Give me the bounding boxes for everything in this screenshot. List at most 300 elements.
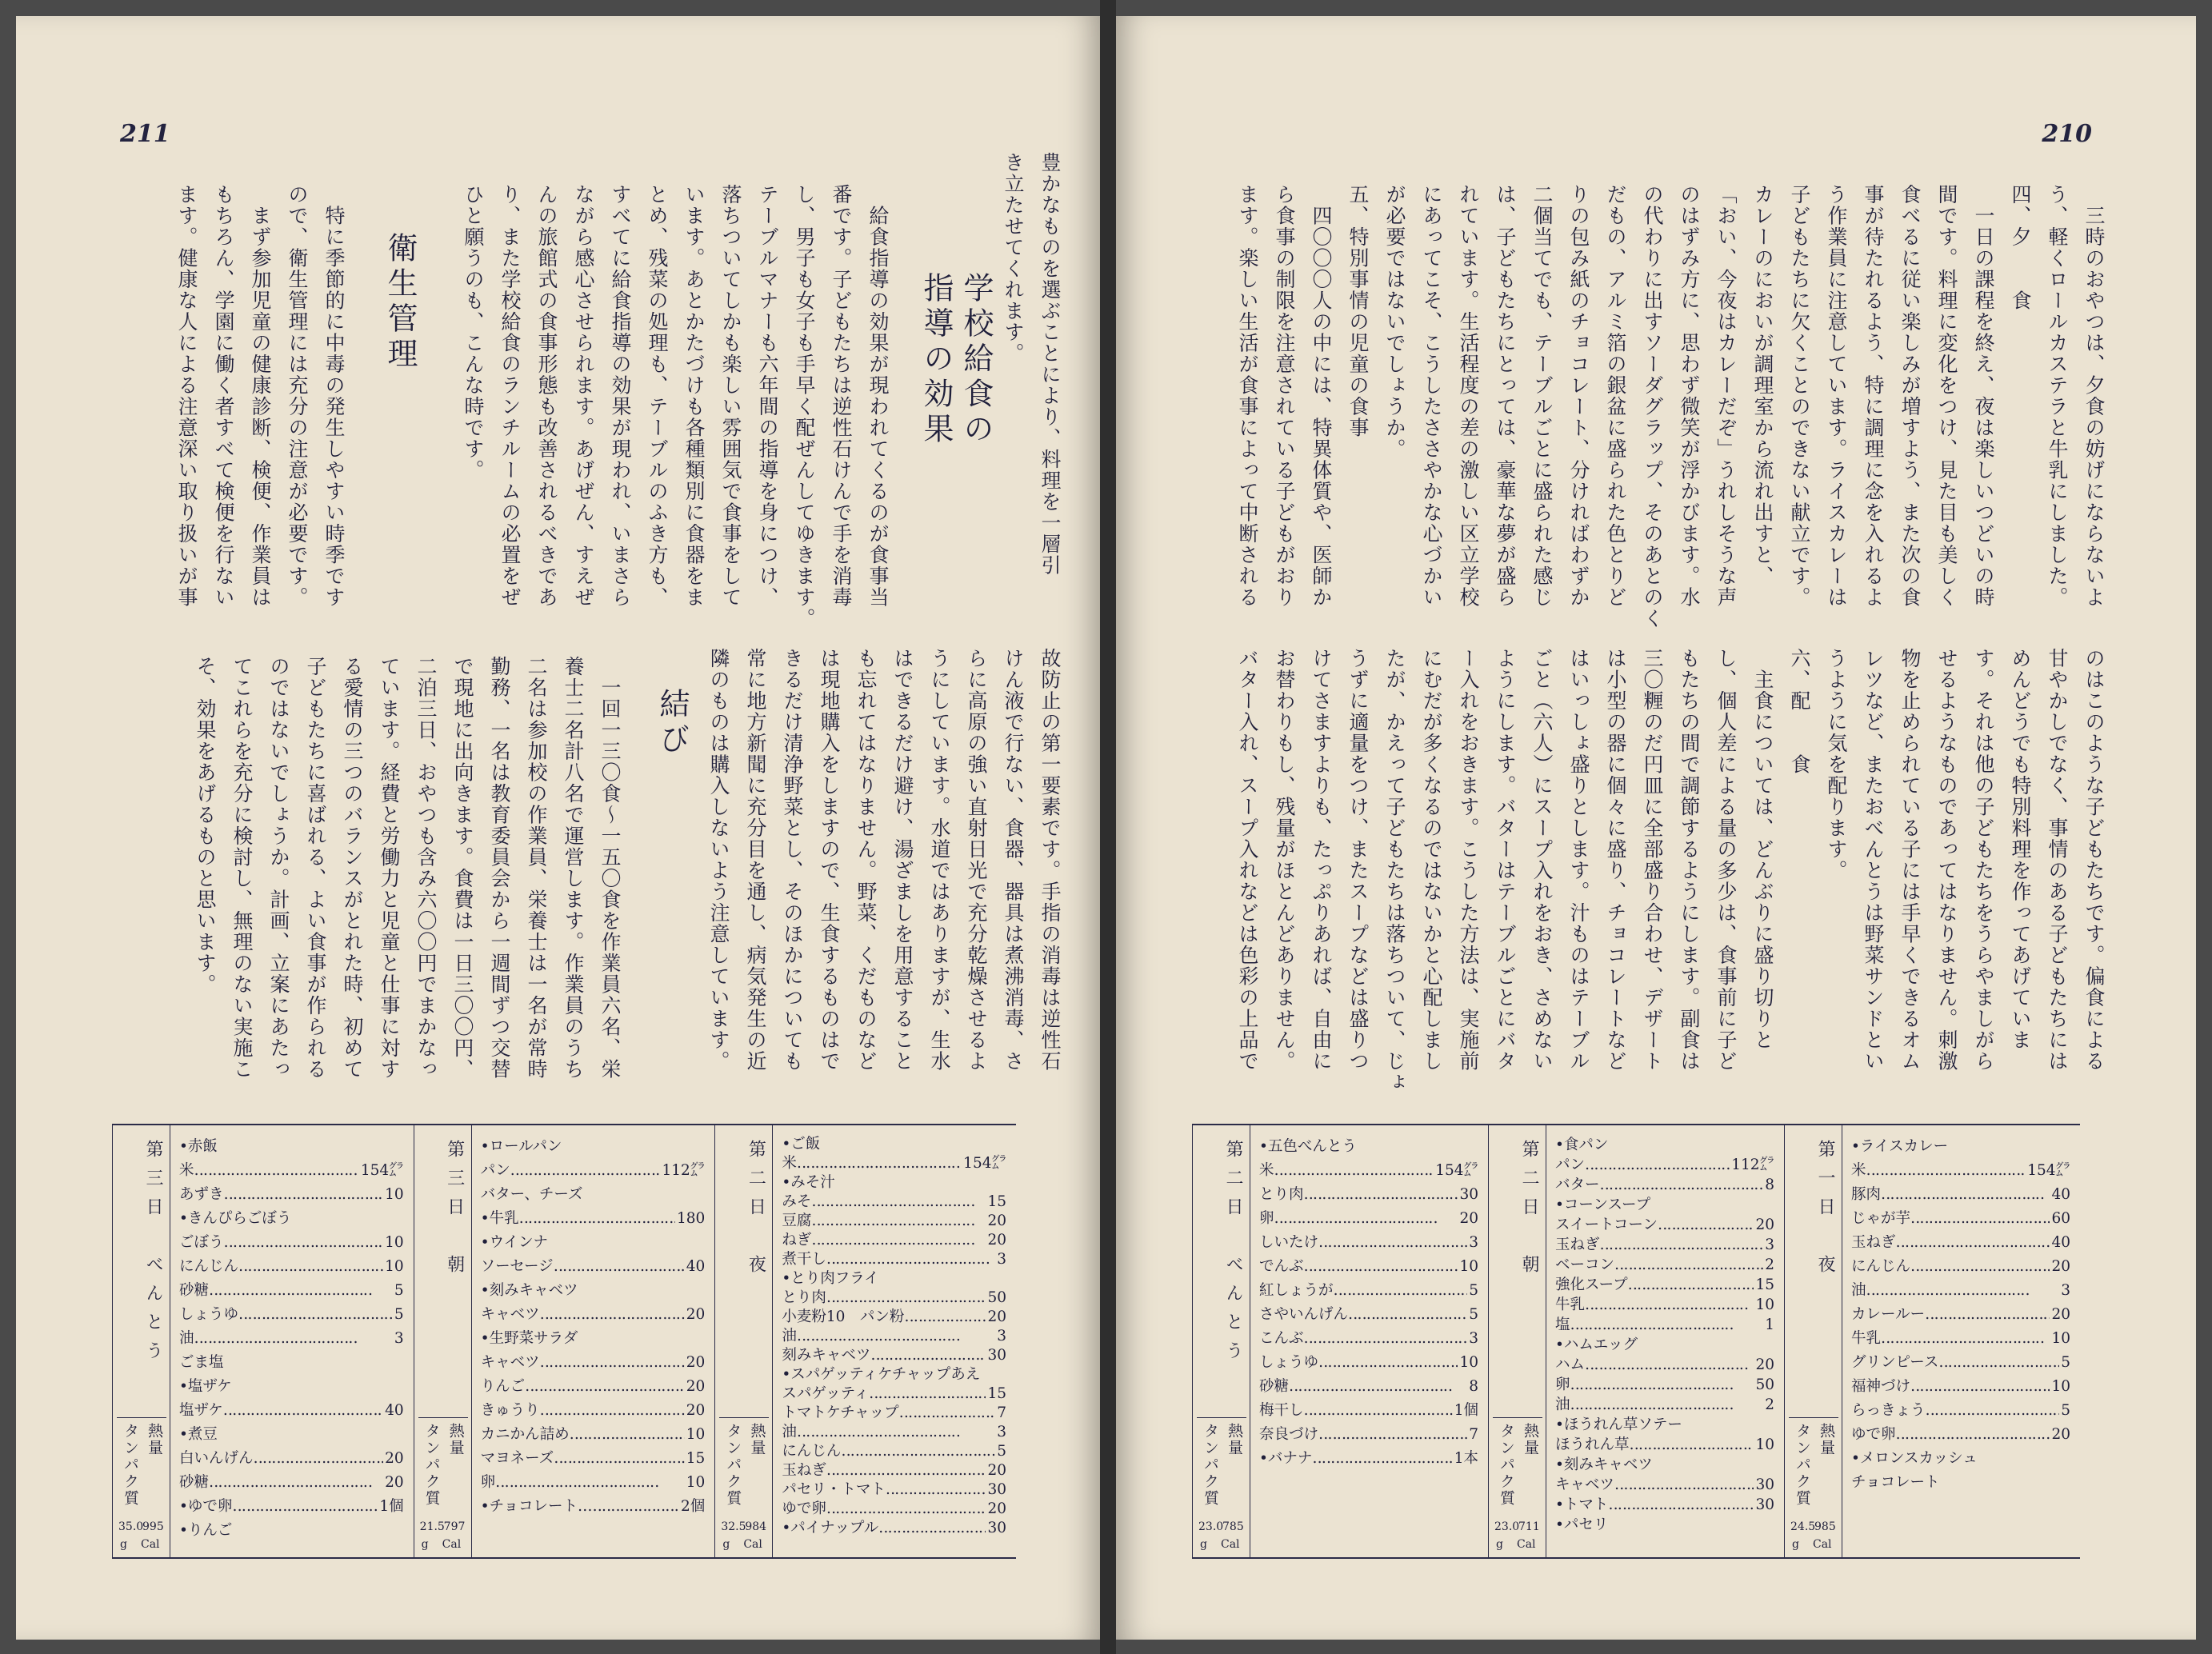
menu-item bbox=[782, 1173, 1006, 1193]
food-name: トマトケチャップ ‥‥‥‥‥‥‥‥‥‥‥‥‥‥‥‥‥‥ bbox=[782, 1404, 1006, 1423]
food-name: 強化スープ ‥‥‥‥‥‥‥‥‥‥‥‥‥‥‥‥‥‥ bbox=[1555, 1275, 1774, 1295]
food-amount: 15 bbox=[685, 1447, 706, 1471]
menu-item bbox=[1259, 1207, 1478, 1231]
menu-item bbox=[1555, 1175, 1774, 1195]
food-name: 卵 ‥‥‥‥‥‥‥‥‥‥‥‥‥‥‥‥‥‥ bbox=[1259, 1207, 1438, 1231]
food-name: •牛乳 ‥‥‥‥‥‥‥‥‥‥‥‥‥‥‥‥‥‥ bbox=[481, 1207, 682, 1231]
menu-item bbox=[782, 1135, 1006, 1154]
unit-cal: Cal bbox=[1221, 1538, 1240, 1551]
section-heading: 学校給食の 指導の効果 bbox=[918, 272, 994, 448]
food-name: 塩ザケ ‥‥‥‥‥‥‥‥‥‥‥‥‥‥‥‥‥‥ bbox=[179, 1399, 386, 1423]
menu-item bbox=[1555, 1195, 1774, 1215]
paragraph-lower: のはこのような子どもたちです。偏食による 甘やかしでなく、事情のある子どもたちには めんどうでも特別料理を作ってあげていま す。それは他の子どもたちをうらやましがら せるようなものであってはなりません。刺激 物を止められている子には手早くできるオム レツなど、またおべんとうは野菜サンドとい うように気を配ります。 六、配 食 主食については、どんぶりに盛り切りと し、個人差による量の多少は、食事前に子ど もたちの間で調節するようにします。副食は 三〇糎のだ円皿に全部盛り合わせ、デザート は小型の器に個々に盛り、チョコレートなど はいっしょ盛りとします。汁ものはテーブル ごと（六人）にスープ入れをおき、さめない ようにします。バターはテーブルごとにバタ ー入れをおきます。こうした方法は、実施前 にむだが多くなるのではないかと心配しまし たが、かえって子どもたちは落ちついて、じょ うずに適量をつけ、またスープなどは盛りつ けてさますよりも、たっぷりあれば、自由に お替わりもし、残量がほとんどありません。 バター入れ、スープ入れなどは色彩の上品で bbox=[1236, 648, 2106, 1093]
food-amount: 2個 bbox=[679, 1495, 705, 1519]
food-name: ハム ‥‥‥‥‥‥‥‥‥‥‥‥‥‥‥‥‥‥ bbox=[1555, 1355, 1748, 1375]
food-name: ゆで卵 ‥‥‥‥‥‥‥‥‥‥‥‥‥‥‥‥‥‥ bbox=[782, 1500, 990, 1519]
page-number: 210 bbox=[2042, 120, 2092, 148]
menu-item bbox=[1555, 1295, 1774, 1315]
protein-label: タンパク質 bbox=[1498, 1423, 1515, 1507]
food-name: カニかん詰め ‥‥‥‥‥‥‥‥‥‥‥‥‥‥‥‥‥‥ bbox=[481, 1423, 706, 1447]
food-name: 玉ねぎ ‥‥‥‥‥‥‥‥‥‥‥‥‥‥‥‥‥‥ bbox=[1555, 1235, 1763, 1255]
protein-value: 32.5 bbox=[721, 1520, 746, 1533]
calorie-label: 熱量 bbox=[146, 1423, 163, 1456]
food-amount: 40 bbox=[2050, 1231, 2070, 1255]
calorie-label: 熱量 bbox=[1818, 1423, 1835, 1456]
food-name: カレールー ‥‥‥‥‥‥‥‥‥‥‥‥‥‥‥‥‥‥ bbox=[1851, 1303, 2070, 1327]
column-divider bbox=[714, 1125, 715, 1557]
food-name: キャベツ ‥‥‥‥‥‥‥‥‥‥‥‥‥‥‥‥‥‥ bbox=[481, 1351, 703, 1375]
food-name: 牛乳 ‥‥‥‥‥‥‥‥‥‥‥‥‥‥‥‥‥‥ bbox=[1555, 1295, 1748, 1315]
food-name: 油 ‥‥‥‥‥‥‥‥‥‥‥‥‥‥‥‥‥‥ bbox=[1555, 1395, 1734, 1415]
unit-g: g bbox=[1496, 1538, 1503, 1551]
menu-item bbox=[1851, 1423, 2070, 1447]
menu-item bbox=[782, 1480, 1006, 1500]
menu-item bbox=[1851, 1399, 2070, 1423]
food-name: •刻みキャベツ bbox=[480, 1282, 578, 1299]
menu-item bbox=[1259, 1255, 1478, 1279]
menu-item bbox=[179, 1423, 404, 1447]
food-amount: 8 bbox=[1765, 1177, 1774, 1193]
menu-item bbox=[179, 1207, 404, 1231]
food-name: きゅうり ‥‥‥‥‥‥‥‥‥‥‥‥‥‥‥‥‥‥ bbox=[481, 1399, 703, 1423]
food-amount: 20 bbox=[987, 1308, 1006, 1325]
food-name: 砂糖 ‥‥‥‥‥‥‥‥‥‥‥‥‥‥‥‥‥‥ bbox=[1259, 1375, 1452, 1399]
food-name: あずき ‥‥‥‥‥‥‥‥‥‥‥‥‥‥‥‥‥‥ bbox=[179, 1183, 387, 1207]
food-name: •ウインナ bbox=[480, 1234, 549, 1251]
day-title: 第二日 べんとう bbox=[1223, 1140, 1243, 1370]
food-name: パン ‥‥‥‥‥‥‥‥‥‥‥‥‥‥‥‥‥‥ bbox=[1555, 1155, 1748, 1175]
food-amount: 20 bbox=[1755, 1217, 1774, 1233]
food-amount: 50 bbox=[987, 1289, 1006, 1306]
food-amount: 20 bbox=[2050, 1423, 2070, 1447]
day-title: 第一日 夜 bbox=[1815, 1140, 1835, 1284]
food-name: •トマト ‥‥‥‥‥‥‥‥‥‥‥‥‥‥‥‥‥‥ bbox=[1555, 1495, 1772, 1515]
unit-cal: Cal bbox=[1517, 1538, 1536, 1551]
menu-item bbox=[782, 1212, 1006, 1231]
menu-item bbox=[1259, 1327, 1478, 1351]
food-amount: 3 bbox=[1467, 1327, 1478, 1351]
menu-item bbox=[1851, 1327, 2070, 1351]
menu-item-list bbox=[481, 1135, 706, 1519]
food-name: 油 ‥‥‥‥‥‥‥‥‥‥‥‥‥‥‥‥‥‥ bbox=[782, 1423, 960, 1442]
calorie-label: 熱量 bbox=[446, 1423, 465, 1456]
menu-item bbox=[1555, 1315, 1774, 1335]
day-title: 第二日 朝 bbox=[1519, 1140, 1539, 1284]
food-amount: 10 bbox=[1458, 1351, 1478, 1375]
menu-item bbox=[1555, 1395, 1774, 1415]
food-name: チョコレート bbox=[1851, 1474, 1940, 1491]
menu-item bbox=[481, 1255, 706, 1279]
menu-item bbox=[1555, 1275, 1774, 1295]
food-name: パン ‥‥‥‥‥‥‥‥‥‥‥‥‥‥‥‥‥‥ bbox=[481, 1159, 674, 1183]
food-amount: 20 bbox=[685, 1303, 706, 1327]
food-name: 玉ねぎ ‥‥‥‥‥‥‥‥‥‥‥‥‥‥‥‥‥‥ bbox=[782, 1461, 990, 1480]
protein-label: タンパク質 bbox=[1794, 1423, 1811, 1507]
food-name: •メロンスカッシュ bbox=[1851, 1450, 1978, 1467]
food-amount: 20 bbox=[2050, 1255, 2070, 1279]
protein-value: 23.0 bbox=[1494, 1520, 1520, 1533]
unit-g: g bbox=[1200, 1538, 1207, 1551]
menu-day-column bbox=[714, 1125, 1016, 1557]
menu-item bbox=[1555, 1375, 1774, 1395]
protein-value: 21.5 bbox=[419, 1520, 445, 1533]
food-amount: 3 bbox=[1765, 1237, 1774, 1253]
food-amount: 60 bbox=[2050, 1207, 2070, 1231]
column-divider bbox=[112, 1125, 113, 1557]
menu-item bbox=[179, 1327, 404, 1351]
menu-item bbox=[1555, 1215, 1774, 1235]
food-amount: 30 bbox=[1755, 1476, 1774, 1493]
page-number: 211 bbox=[120, 120, 170, 148]
food-amount: 2 bbox=[1765, 1256, 1774, 1273]
food-amount: 15 bbox=[987, 1385, 1006, 1402]
food-amount: 8 bbox=[1467, 1375, 1478, 1399]
food-amount: 5 bbox=[997, 1443, 1006, 1460]
nutrition-box bbox=[418, 1417, 468, 1558]
menu-item bbox=[1259, 1183, 1478, 1207]
unit-cal: Cal bbox=[743, 1538, 762, 1551]
menu-item bbox=[1555, 1415, 1774, 1435]
food-name: バター ‥‥‥‥‥‥‥‥‥‥‥‥‥‥‥‥‥‥ bbox=[1555, 1175, 1763, 1195]
menu-table bbox=[112, 1124, 1016, 1559]
unit-g: g bbox=[722, 1538, 730, 1551]
menu-item bbox=[1851, 1207, 2070, 1231]
protein-label: タンパク質 bbox=[422, 1423, 441, 1507]
food-amount: 7 bbox=[997, 1404, 1006, 1421]
food-name: ごぼう ‥‥‥‥‥‥‥‥‥‥‥‥‥‥‥‥‥‥ bbox=[179, 1231, 387, 1255]
food-name: ベーコン ‥‥‥‥‥‥‥‥‥‥‥‥‥‥‥‥‥‥ bbox=[1555, 1255, 1774, 1275]
menu-day-column bbox=[1192, 1125, 1488, 1557]
section-heading: 衛生管理 bbox=[382, 232, 418, 373]
food-name: りんご ‥‥‥‥‥‥‥‥‥‥‥‥‥‥‥‥‥‥ bbox=[481, 1375, 689, 1399]
menu-item bbox=[782, 1154, 1006, 1173]
menu-item bbox=[481, 1207, 706, 1231]
food-amount: 7 bbox=[1467, 1423, 1478, 1447]
food-amount: 5 bbox=[1467, 1303, 1478, 1327]
food-amount: 1個 bbox=[1453, 1399, 1478, 1423]
paragraph-upper: 三時のおやつは、夕食の妨げにならないよ う、軽くロールカステラと牛乳にしました。 四、夕 食 一日の課程を終え、夜は楽しいつどいの時 間です。料理に変化をつけ、見た目も美しく 食べるに従い楽しみが増すよう、また次の食 事が待たれるよう、特に調理に念を入れるよ う作業員に注意しています。ライスカレーは 子どもたちに欠くことのできない献立です。 カレーのにおいが調理室から流れ出すと、 「おい、今夜はカレーだぞ」うれしそうな声 のはずみ方に、思わず微笑が浮かびます。水 の代わりに出すソーダグラップ、そのあとのく だもの、アルミ箔の銀盆に盛られた色とりど りの包み紙のチョコレート、分ければわずか 二個当てでも、テーブルごとに盛られた感じ は、子どもたちにとっては、豪華な夢が盛ら れています。生活程度の差の激しい区立学校 にあってこそ、こうしたささやかな心づかい が必要ではないでしょうか。 五、特別事情の児童の食事 四〇〇〇人の中には、特異体質や、医師か ら食事の制限を注意されている子どもがおり ます。楽しい生活が食事によって中断される bbox=[1236, 184, 2106, 629]
food-name: •煮豆 bbox=[179, 1426, 218, 1443]
menu-item bbox=[1555, 1355, 1774, 1375]
food-amount: 154㌘ bbox=[2026, 1159, 2070, 1183]
food-amount: 154㌘ bbox=[1434, 1159, 1478, 1183]
food-name: みそ ‥‥‥‥‥‥‥‥‥‥‥‥‥‥‥‥‥‥ bbox=[782, 1193, 974, 1212]
food-name: •ご飯 bbox=[782, 1136, 821, 1153]
food-amount: 10 bbox=[2050, 1375, 2070, 1399]
menu-day-column bbox=[414, 1125, 715, 1557]
menu-item bbox=[179, 1375, 404, 1399]
menu-item bbox=[1259, 1231, 1478, 1255]
food-name: スイートコーン ‥‥‥‥‥‥‥‥‥‥‥‥‥‥‥‥‥‥ bbox=[1555, 1215, 1774, 1235]
menu-item bbox=[481, 1159, 706, 1183]
column-divider bbox=[471, 1125, 472, 1557]
menu-item-list bbox=[782, 1135, 1006, 1538]
food-name: しょうゆ ‥‥‥‥‥‥‥‥‥‥‥‥‥‥‥‥‥‥ bbox=[1259, 1351, 1478, 1375]
food-amount: 1本 bbox=[1453, 1447, 1478, 1471]
menu-item bbox=[1259, 1351, 1478, 1375]
food-name: パセリ・トマト ‥‥‥‥‥‥‥‥‥‥‥‥‥‥‥‥‥‥ bbox=[782, 1480, 1006, 1500]
food-name: ほうれん草 ‥‥‥‥‥‥‥‥‥‥‥‥‥‥‥‥‥‥ bbox=[1555, 1435, 1774, 1455]
menu-item bbox=[782, 1269, 1006, 1288]
protein-value: 23.0 bbox=[1198, 1520, 1224, 1533]
menu-item bbox=[481, 1231, 706, 1255]
food-amount: 20 bbox=[987, 1213, 1006, 1229]
food-amount: 40 bbox=[383, 1399, 404, 1423]
food-name: •りんご bbox=[179, 1522, 233, 1539]
food-name: •刻みキャベツ bbox=[1555, 1456, 1653, 1473]
food-name: •コーンスープ bbox=[1555, 1197, 1651, 1213]
food-amount: 5 bbox=[2059, 1399, 2070, 1423]
food-name: •パイナップル ‥‥‥‥‥‥‥‥‥‥‥‥‥‥‥‥‥‥ bbox=[782, 1519, 1006, 1538]
food-name: 牛乳 ‥‥‥‥‥‥‥‥‥‥‥‥‥‥‥‥‥‥ bbox=[1851, 1327, 2044, 1351]
food-amount: 40 bbox=[2050, 1183, 2070, 1207]
food-name: 米 ‥‥‥‥‥‥‥‥‥‥‥‥‥‥‥‥‥‥ bbox=[179, 1159, 358, 1183]
menu-item bbox=[782, 1346, 1006, 1365]
menu-item bbox=[1851, 1351, 2070, 1375]
food-amount: 20 bbox=[987, 1232, 1006, 1248]
menu-item bbox=[1259, 1303, 1478, 1327]
calorie-label: 熱量 bbox=[748, 1423, 766, 1456]
food-name: にんじん ‥‥‥‥‥‥‥‥‥‥‥‥‥‥‥‥‥‥ bbox=[1851, 1255, 2070, 1279]
menu-item bbox=[1851, 1183, 2070, 1207]
food-name: •チョコレート… ‥‥‥‥‥‥‥‥‥‥‥‥‥‥‥‥‥‥ bbox=[481, 1495, 706, 1519]
menu-item bbox=[782, 1288, 1006, 1308]
menu-item bbox=[481, 1351, 706, 1375]
column-divider bbox=[1784, 1125, 1785, 1557]
food-name: 刻みキャベツ ‥‥‥‥‥‥‥‥‥‥‥‥‥‥‥‥‥‥ bbox=[782, 1346, 1006, 1365]
food-name: とり肉 ‥‥‥‥‥‥‥‥‥‥‥‥‥‥‥‥‥‥ bbox=[782, 1288, 990, 1308]
food-name: キャベツ ‥‥‥‥‥‥‥‥‥‥‥‥‥‥‥‥‥‥ bbox=[481, 1303, 703, 1327]
food-name: •塩ザケ bbox=[179, 1378, 232, 1395]
book-gutter bbox=[1100, 0, 1116, 1654]
food-amount: 30 bbox=[1458, 1183, 1478, 1207]
food-amount: 154㌘ bbox=[963, 1155, 1006, 1172]
menu-item bbox=[782, 1519, 1006, 1538]
menu-item bbox=[481, 1327, 706, 1351]
menu-item-list bbox=[1851, 1135, 2070, 1495]
section-body: 特に季節的に中毒の発生しやすい時季です ので、衛生管理には充分の注意が必要です。 まず参加児童の健康診断、検便、作業員は もちろん、学園に働く者すべて検便を行ない ます。健康な人による注意深い取り扱いが事 bbox=[175, 184, 346, 608]
unit-cal: Cal bbox=[442, 1538, 462, 1551]
menu-item bbox=[782, 1423, 1006, 1442]
food-name: 白いんげん ‥‥‥‥‥‥‥‥‥‥‥‥‥‥‥‥‥‥ bbox=[179, 1447, 404, 1471]
menu-item bbox=[1259, 1447, 1478, 1471]
food-name: にんじん ‥‥‥‥‥‥‥‥‥‥‥‥‥‥‥‥‥‥ bbox=[179, 1255, 402, 1279]
food-amount: 10 bbox=[1458, 1255, 1478, 1279]
menu-item bbox=[179, 1399, 404, 1423]
menu-item bbox=[179, 1351, 404, 1375]
food-name: •ライスカレー bbox=[1851, 1138, 1949, 1155]
calorie-value: 985 bbox=[1814, 1520, 1836, 1533]
food-name: •きんぴらごぼう bbox=[179, 1210, 292, 1227]
protein-value: 24.5 bbox=[1790, 1520, 1816, 1533]
menu-item bbox=[481, 1495, 706, 1519]
menu-item bbox=[179, 1471, 404, 1495]
food-name: •みそ汁 bbox=[782, 1174, 835, 1191]
day-title: 第三日 朝 bbox=[444, 1140, 465, 1284]
food-amount: 30 bbox=[987, 1520, 1006, 1536]
food-amount: 3 bbox=[393, 1327, 404, 1351]
food-name: •ほうれん草ソテー bbox=[1555, 1416, 1682, 1433]
unit-cal: Cal bbox=[141, 1538, 160, 1551]
unit-g: g bbox=[1792, 1538, 1799, 1551]
nutrition-box bbox=[1493, 1417, 1542, 1558]
menu-item bbox=[1851, 1135, 2070, 1159]
section-heading: 結び bbox=[654, 688, 690, 758]
menu-item bbox=[1259, 1423, 1478, 1447]
food-name: 砂糖 ‥‥‥‥‥‥‥‥‥‥‥‥‥‥‥‥‥‥ bbox=[179, 1279, 372, 1303]
menu-item bbox=[481, 1399, 706, 1423]
food-name: •ハムエッグ bbox=[1555, 1336, 1638, 1353]
food-name: とり肉 ‥‥‥‥‥‥‥‥‥‥‥‥‥‥‥‥‥‥ bbox=[1259, 1183, 1467, 1207]
menu-item bbox=[1259, 1375, 1478, 1399]
menu-item bbox=[782, 1442, 1006, 1461]
food-name: ゆで卵 ‥‥‥‥‥‥‥‥‥‥‥‥‥‥‥‥‥‥ bbox=[1851, 1423, 2059, 1447]
food-amount: 154㌘ bbox=[359, 1159, 404, 1183]
menu-item bbox=[1851, 1279, 2070, 1303]
protein-label: タンパク質 bbox=[122, 1423, 139, 1507]
menu-item bbox=[1259, 1399, 1478, 1423]
paragraph-top: 豊かなものを選ぶことにより、料理を一層引 き立たせてくれます。 bbox=[1002, 152, 1062, 576]
menu-item bbox=[179, 1447, 404, 1471]
left-page bbox=[16, 16, 1100, 1640]
nutrition-box bbox=[719, 1417, 769, 1558]
food-name: ごま塩 bbox=[179, 1354, 224, 1371]
menu-item bbox=[179, 1183, 404, 1207]
unit-cal: Cal bbox=[1813, 1538, 1832, 1551]
menu-item bbox=[782, 1327, 1006, 1346]
food-amount: 30 bbox=[987, 1347, 1006, 1364]
food-amount: 3 bbox=[1467, 1231, 1478, 1255]
menu-item bbox=[481, 1135, 706, 1159]
menu-item bbox=[1555, 1475, 1774, 1495]
day-title: 第二日 夜 bbox=[746, 1140, 766, 1284]
menu-item bbox=[1555, 1335, 1774, 1355]
food-name: 奈良づけ ‥‥‥‥‥‥‥‥‥‥‥‥‥‥‥‥‥‥ bbox=[1259, 1423, 1478, 1447]
food-name: スパゲッティ ‥‥‥‥‥‥‥‥‥‥‥‥‥‥‥‥‥‥ bbox=[782, 1384, 1006, 1404]
day-title: 第三日 べんとう bbox=[143, 1140, 163, 1370]
food-amount: 3 bbox=[997, 1328, 1006, 1344]
food-name: 米 ‥‥‥‥‥‥‥‥‥‥‥‥‥‥‥‥‥‥ bbox=[1259, 1159, 1438, 1183]
calorie-value: 984 bbox=[745, 1520, 767, 1533]
nutrition-box bbox=[117, 1417, 166, 1558]
food-amount: 20 bbox=[987, 1462, 1006, 1479]
food-name: •ロールパン bbox=[480, 1138, 562, 1155]
food-amount: 30 bbox=[1755, 1496, 1774, 1513]
food-name: ソーセージ ‥‥‥‥‥‥‥‥‥‥‥‥‥‥‥‥‥‥ bbox=[481, 1255, 706, 1279]
food-name: 油 ‥‥‥‥‥‥‥‥‥‥‥‥‥‥‥‥‥‥ bbox=[179, 1327, 358, 1351]
menu-item bbox=[179, 1159, 404, 1183]
menu-item bbox=[1555, 1135, 1774, 1155]
food-amount: 20 bbox=[1755, 1356, 1774, 1373]
calorie-label: 熱量 bbox=[1226, 1423, 1243, 1456]
food-name: 油 ‥‥‥‥‥‥‥‥‥‥‥‥‥‥‥‥‥‥ bbox=[1851, 1279, 2030, 1303]
food-amount: 10 bbox=[1755, 1436, 1774, 1453]
menu-table bbox=[1192, 1124, 2080, 1559]
food-amount: 112㌘ bbox=[661, 1159, 706, 1183]
food-name: 塩 ‥‥‥‥‥‥‥‥‥‥‥‥‥‥‥‥‥‥ bbox=[1555, 1315, 1734, 1335]
calorie-label: 熱量 bbox=[1522, 1423, 1539, 1456]
food-name: •赤飯 bbox=[179, 1138, 218, 1155]
food-amount: 20 bbox=[685, 1351, 706, 1375]
menu-item bbox=[481, 1423, 706, 1447]
calorie-value: 995 bbox=[142, 1520, 164, 1533]
food-name: •スパゲッティケチャップあえ bbox=[782, 1366, 981, 1383]
menu-item bbox=[1555, 1155, 1774, 1175]
menu-item bbox=[782, 1365, 1006, 1384]
menu-item bbox=[782, 1500, 1006, 1519]
protein-label: タンパク質 bbox=[1202, 1423, 1219, 1507]
menu-item bbox=[782, 1193, 1006, 1212]
food-name: •ゆで卵 ‥‥‥‥‥‥‥‥‥‥‥‥‥‥‥‥‥‥ bbox=[179, 1495, 396, 1519]
menu-item-list bbox=[1259, 1135, 1478, 1471]
food-name: 砂糖 ‥‥‥‥‥‥‥‥‥‥‥‥‥‥‥‥‥‥ bbox=[179, 1471, 372, 1495]
food-name: 玉ねぎ ‥‥‥‥‥‥‥‥‥‥‥‥‥‥‥‥‥‥ bbox=[1851, 1231, 2059, 1255]
menu-item bbox=[1555, 1455, 1774, 1475]
menu-day-column bbox=[112, 1125, 414, 1557]
calorie-value: 785 bbox=[1222, 1520, 1244, 1533]
food-name: 米 ‥‥‥‥‥‥‥‥‥‥‥‥‥‥‥‥‥‥ bbox=[1851, 1159, 2030, 1183]
food-name: こんぶ ‥‥‥‥‥‥‥‥‥‥‥‥‥‥‥‥‥‥ bbox=[1259, 1327, 1467, 1351]
menu-item bbox=[1851, 1255, 2070, 1279]
food-amount: 10 bbox=[685, 1423, 706, 1447]
unit-g: g bbox=[120, 1538, 127, 1551]
menu-item bbox=[179, 1231, 404, 1255]
food-name: •生野菜サラダ bbox=[480, 1330, 578, 1347]
food-amount: 5 bbox=[1467, 1279, 1478, 1303]
menu-item bbox=[1259, 1135, 1478, 1159]
menu-item bbox=[481, 1279, 706, 1303]
food-amount: 20 bbox=[2050, 1303, 2070, 1327]
menu-item bbox=[1555, 1255, 1774, 1275]
food-name: じゃが芋 ‥‥‥‥‥‥‥‥‥‥‥‥‥‥‥‥‥‥ bbox=[1851, 1207, 2070, 1231]
protein-value: 35.0 bbox=[118, 1520, 144, 1533]
food-name: でんぶ ‥‥‥‥‥‥‥‥‥‥‥‥‥‥‥‥‥‥ bbox=[1259, 1255, 1467, 1279]
unit-g: g bbox=[421, 1538, 429, 1551]
food-name: しょうゆ ‥‥‥‥‥‥‥‥‥‥‥‥‥‥‥‥‥‥ bbox=[179, 1303, 402, 1327]
food-amount: 15 bbox=[987, 1193, 1006, 1210]
right-page bbox=[1116, 16, 2196, 1640]
food-amount: 20 bbox=[685, 1375, 706, 1399]
food-amount: 20 bbox=[383, 1447, 404, 1471]
menu-item bbox=[1851, 1231, 2070, 1255]
food-amount: 3 bbox=[997, 1251, 1006, 1268]
menu-item bbox=[1851, 1447, 2070, 1471]
food-amount: 5 bbox=[2059, 1351, 2070, 1375]
food-name: 梅干し ‥‥‥‥‥‥‥‥‥‥‥‥‥‥‥‥‥‥ bbox=[1259, 1399, 1467, 1423]
column-divider bbox=[772, 1125, 773, 1557]
column-divider bbox=[1192, 1125, 1193, 1557]
menu-item bbox=[1555, 1515, 1774, 1535]
menu-item bbox=[1259, 1159, 1478, 1183]
column-divider bbox=[1488, 1125, 1489, 1557]
menu-item bbox=[481, 1183, 706, 1207]
menu-item bbox=[782, 1461, 1006, 1480]
menu-item bbox=[1555, 1435, 1774, 1455]
menu-item-list bbox=[1555, 1135, 1774, 1535]
protein-label: タンパク質 bbox=[724, 1423, 742, 1507]
food-amount: 10 bbox=[383, 1231, 404, 1255]
food-amount: 3 bbox=[2059, 1279, 2070, 1303]
menu-item bbox=[179, 1495, 404, 1519]
menu-item bbox=[481, 1303, 706, 1327]
food-name: 油 ‥‥‥‥‥‥‥‥‥‥‥‥‥‥‥‥‥‥ bbox=[782, 1327, 960, 1346]
menu-item bbox=[179, 1519, 404, 1543]
food-name: 卵 ‥‥‥‥‥‥‥‥‥‥‥‥‥‥‥‥‥‥ bbox=[481, 1471, 659, 1495]
food-name: 米 ‥‥‥‥‥‥‥‥‥‥‥‥‥‥‥‥‥‥ bbox=[782, 1154, 960, 1173]
menu-item bbox=[782, 1250, 1006, 1269]
food-amount: 5 bbox=[393, 1279, 404, 1303]
food-amount: 10 bbox=[383, 1255, 404, 1279]
